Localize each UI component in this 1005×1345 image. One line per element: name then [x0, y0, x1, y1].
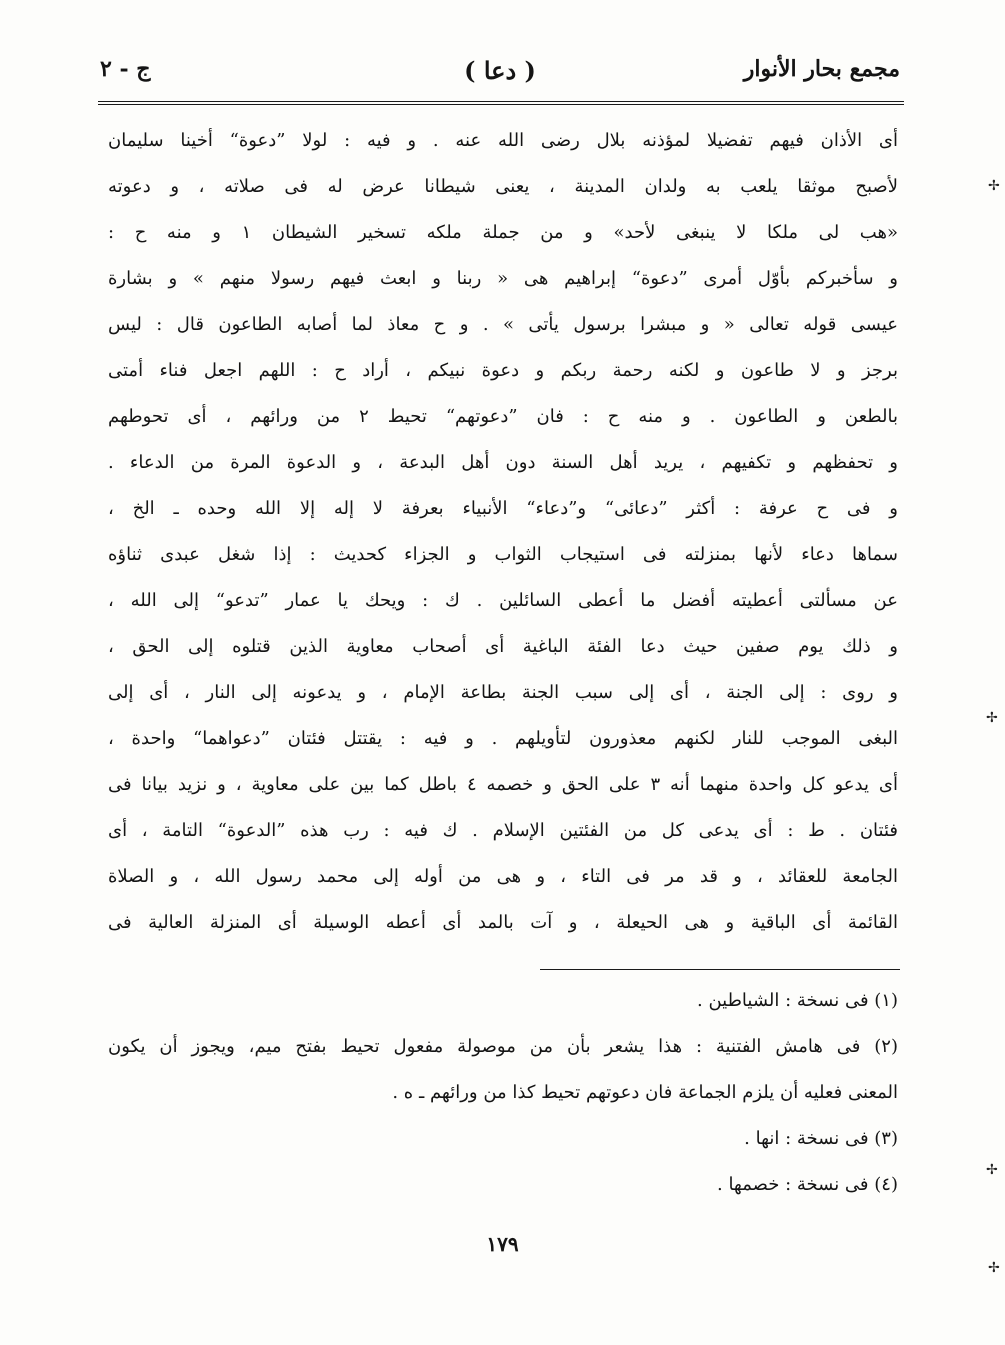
text-line: لأصبح موثقا يلعب به ولدان المدينة ، يعنى شيطانا عرض له فى صلاته ، و دعوته: [108, 176, 898, 197]
text-line: و ذلك يوم صفين حيث دعا الفئة الباغية أى أصحاب معاوية الذين قتلوه إلى الحق ،: [108, 636, 898, 657]
footnote-rule: [540, 969, 900, 970]
margin-tick-icon: ✢: [988, 178, 1000, 194]
text-line: البغى الموجب للنار لكنهم معذورون لتأويلهم . و فيه : يقتتل فئتان ”دعواهما“ واحدة ،: [108, 728, 898, 749]
text-line: «هب لى ملكا لا ينبغى لأحد» و من جملة ملكه تسخير الشيطان ١ و منه ح :: [108, 222, 898, 243]
text-line: و روى : إلى الجنة ، أى إلى سبب الجنة بطاعة الإمام ، و يدعونه إلى النار ، أى إلى: [108, 682, 898, 703]
text-line: الجامعة للعقائد ، و قد مر فى التاء ، و هى من أوله إلى محمد رسول الله ، و الصلاة: [108, 866, 898, 887]
text-line: عن مسألتى أعطيته أفضل ما أعطى السائلين . ك : ويحك يا عمار ”تدعو“ إلى الله ،: [108, 590, 898, 611]
text-line: و تحفظهم و تكفيهم ، يريد أهل السنة دون أهل البدعة ، و الدعوة المرة من الدعاء .: [108, 452, 898, 473]
margin-tick-icon: ✢: [988, 1260, 1000, 1276]
volume-label: ج - ٢: [100, 56, 151, 82]
footnote-1: (١) فى نسخة : الشياطين .: [697, 990, 898, 1011]
text-line: أى الأذان فيهم تفضيلا لمؤذنه بلال رضى الله عنه . و فيه : لولا ”دعوة“ أخينا سليمان: [108, 130, 898, 151]
text-line: برجز و لا طاعون و لكنه رحمة ربكم و دعوة نبيكم ، أراد ح : اللهم اجعل فناء أمتى: [108, 360, 898, 381]
text-line: القائمة أى الباقية و هى الحيعلة ، و آت بالمد أى أعطه الوسيلة أى المنزلة العالية فى: [108, 912, 898, 933]
page-header: [100, 52, 900, 96]
footnote-2: (٢) فى هامش الفتنية : هذا يشعر بأن من موصولة مفعول تحيط بفتح ميم، ويجوز أن يكون: [108, 1036, 898, 1057]
entry-heading: ( دعا ): [464, 56, 536, 85]
text-line: و فى ح عرفة : أكثر ”دعائى“ و”دعاء“ الأنبياء بعرفة لا إله إلا الله وحده ـ الخ ،: [108, 498, 898, 519]
page-number: ١٧٩: [486, 1232, 519, 1256]
text-line: و سأخبركم بأوّل أمرى ”دعوة“ إبراهيم هى « ربنا و ابعث فيهم رسولا منهم » و بشارة: [108, 268, 898, 289]
text-line: أى يدعو كل واحدة منهما أنه ٣ على الحق و خصمه ٤ باطل كما بين على معاوية ، و نزيد بيانا فى: [108, 774, 898, 795]
margin-tick-icon: ✢: [986, 1162, 998, 1178]
footnote-4: (٤) فى نسخة : خصمها .: [717, 1174, 898, 1195]
footnote-3: (٣) فى نسخة : انها .: [744, 1128, 898, 1149]
text-line: سماها دعاء لأنها بمنزلته فى استيجاب الثواب و الجزاء كحديث : إذا شغل عبدى ثناؤه: [108, 544, 898, 565]
body-text: [108, 118, 898, 946]
text-line: بالطعن و الطاعون . و منه ح : فان ”دعوتهم“ تحيط ٢ من ورائهم ، أى تحوطهم: [108, 406, 898, 427]
footnote-2-continued: المعنى فعليه أن يلزم الجماعة فان دعوتهم تحيط كذا من ورائهم ـ ه .: [392, 1082, 898, 1103]
book-title: مجمع بحار الأنوار: [743, 56, 900, 82]
text-line: فئتان . ط : أى يدعى كل من الفئتين الإسلام . ك فيه : رب هذه ”الدعوة“ التامة ، أى: [108, 820, 898, 841]
footnotes: [108, 978, 898, 1208]
margin-tick-icon: ✢: [986, 710, 998, 726]
header-double-rule: [98, 101, 904, 105]
text-line: عيسى قوله تعالى « و مبشرا برسول يأتى » . و ح معاذ لما أصابه الطاعون قال : ليس: [108, 314, 898, 335]
